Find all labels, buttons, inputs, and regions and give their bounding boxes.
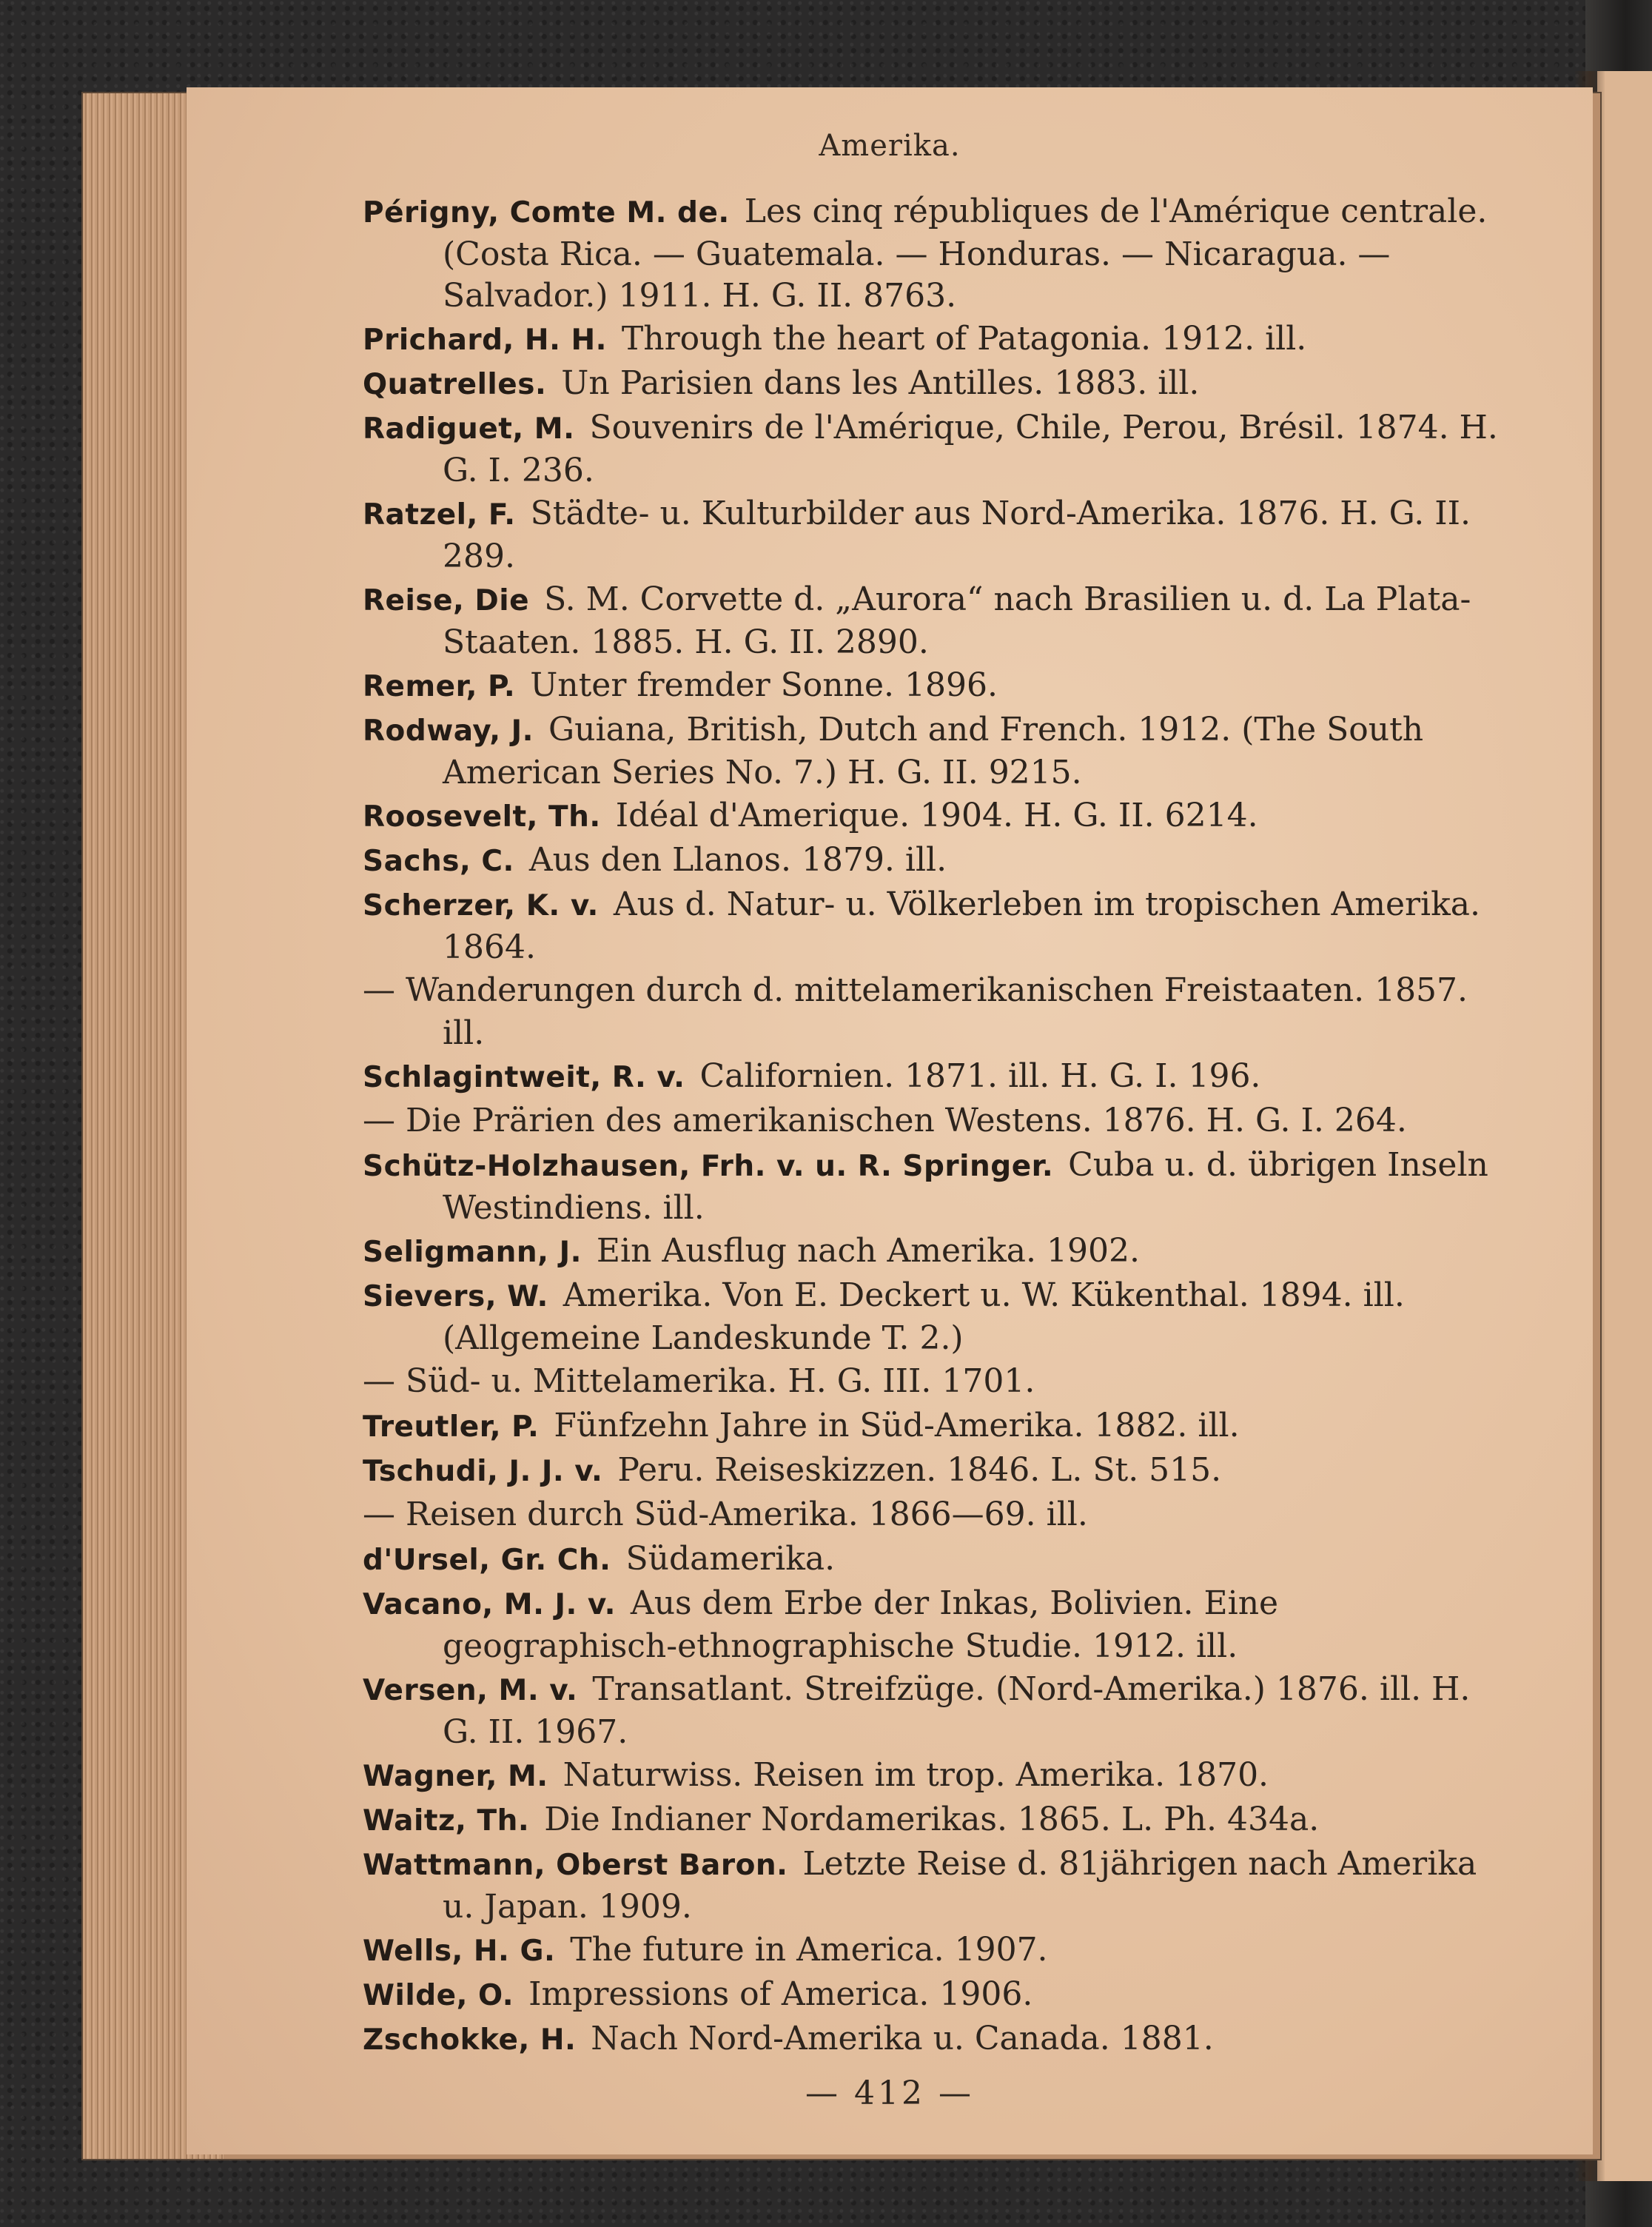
entry-author: Wells, H. G. bbox=[363, 1935, 556, 1968]
list-item bbox=[363, 191, 1502, 317]
entry-text: Letzte Reise d. 81jährigen nach Amerika u. Japan. 1909. bbox=[443, 1845, 1477, 1926]
entry-text: — Die Prärien des amerikanischen Westens. 1876. H. G. I. 264. bbox=[363, 1102, 1407, 1139]
entry-text: Un Parisien dans les Antilles. 1883. ill. bbox=[561, 364, 1200, 402]
entry-author: Prichard, H. H. bbox=[363, 324, 607, 357]
list-item bbox=[363, 493, 1502, 577]
entry-author: Reise, Die bbox=[363, 584, 530, 617]
entry-text: — Süd- u. Mittelamerika. H. G. III. 1701. bbox=[363, 1362, 1035, 1400]
list-item bbox=[363, 579, 1502, 663]
entry-text: — Wanderungen durch d. mittelamerikanischen Freistaaten. 1857. ill. bbox=[363, 971, 1468, 1052]
next-page-edge bbox=[1597, 71, 1652, 2181]
entry-text: Transatlant. Streifzüge. (Nord-Amerika.) 1876. ill. H. G. II. 1967. bbox=[443, 1670, 1471, 1751]
list-item bbox=[363, 363, 1502, 406]
entry-author: Tschudi, J. J. v. bbox=[363, 1455, 603, 1488]
entry-author: Treutler, P. bbox=[363, 1410, 540, 1444]
list-item bbox=[363, 1145, 1502, 1229]
entry-text: Fünfzehn Jahre in Süd-Amerika. 1882. ill. bbox=[554, 1407, 1240, 1444]
list-item bbox=[363, 1669, 1502, 1753]
entry-text: Idéal d'Amerique. 1904. H. G. II. 6214. bbox=[615, 797, 1258, 834]
entry-text: Aus den Llanos. 1879. ill. bbox=[528, 841, 947, 879]
entry-text: The future in America. 1907. bbox=[570, 1931, 1048, 1969]
list-item bbox=[363, 665, 1502, 708]
list-item bbox=[363, 1494, 1502, 1537]
list-item bbox=[363, 1974, 1502, 2017]
list-item bbox=[363, 1755, 1502, 1798]
list-item bbox=[363, 1583, 1502, 1667]
entry-text: — Reisen durch Süd-Amerika. 1866—69. ill. bbox=[363, 1496, 1088, 1533]
entry-author: Sachs, C. bbox=[363, 845, 514, 878]
entry-text: Peru. Reiseskizzen. 1846. L. St. 515. bbox=[617, 1451, 1222, 1489]
list-item bbox=[363, 1361, 1502, 1404]
entry-text: Cuba u. d. übrigen Inseln Westindiens. ill. bbox=[443, 1146, 1488, 1227]
list-item bbox=[363, 884, 1502, 968]
list-item bbox=[363, 1450, 1502, 1493]
entry-text: Through the heart of Patagonia. 1912. ill. bbox=[621, 320, 1307, 358]
entry-text: Städte- u. Kulturbilder aus Nord-Amerika. 1876. H. G. II. 289. bbox=[443, 495, 1471, 575]
list-item bbox=[363, 1799, 1502, 1842]
entry-author: Schlagintweit, R. v. bbox=[363, 1061, 685, 1094]
entry-text: Südamerika. bbox=[625, 1540, 836, 1578]
entry-author: Wilde, O. bbox=[363, 1979, 514, 2012]
entry-author: d'Ursel, Gr. Ch. bbox=[363, 1544, 611, 1577]
list-item bbox=[363, 1100, 1502, 1143]
entry-text: Unter fremder Sonne. 1896. bbox=[530, 666, 998, 704]
entry-author: Scherzer, K. v. bbox=[363, 889, 599, 922]
entry-text: S. M. Corvette d. „Aurora“ nach Brasilien u. d. La Plata-Staaten. 1885. H. G. II. 2890. bbox=[443, 580, 1471, 661]
bibliography-list bbox=[363, 191, 1502, 2061]
entry-author: Zschokke, H. bbox=[363, 2023, 577, 2057]
list-item bbox=[363, 2018, 1502, 2061]
list-item bbox=[363, 840, 1502, 883]
entry-author: Remer, P. bbox=[363, 670, 516, 703]
entry-author: Wagner, M. bbox=[363, 1760, 548, 1793]
entry-author: Waitz, Th. bbox=[363, 1804, 530, 1838]
entry-author: Seligmann, J. bbox=[363, 1236, 582, 1269]
entry-text: Die Indianer Nordamerikas. 1865. L. Ph. 434a. bbox=[544, 1801, 1320, 1838]
list-item bbox=[363, 407, 1502, 492]
list-item bbox=[363, 970, 1502, 1054]
book-page bbox=[187, 87, 1593, 2154]
list-item bbox=[363, 1230, 1502, 1273]
entry-author: Ratzel, F. bbox=[363, 498, 516, 532]
list-item bbox=[363, 1929, 1502, 1972]
list-item bbox=[363, 795, 1502, 838]
entry-text: Amerika. Von E. Deckert u. W. Kükenthal. 1894. ill. (Allgemeine Landeskunde T. 2.) bbox=[443, 1276, 1405, 1357]
list-item bbox=[363, 1275, 1502, 1359]
entry-author: Rodway, J. bbox=[363, 714, 534, 748]
entry-author: Vacano, M. J. v. bbox=[363, 1588, 616, 1621]
entry-text: Aus dem Erbe der Inkas, Bolivien. Eine geographisch-ethnographische Studie. 1912. ill. bbox=[443, 1584, 1279, 1665]
entry-author: Radiguet, M. bbox=[363, 412, 575, 446]
entry-text: Les cinq républiques de l'Amérique centrale. (Costa Rica. — Guatemala. — Honduras. — Nicaragua. — Salvador.) 1911. H. G. II. 8763. bbox=[443, 192, 1488, 315]
entry-text: Guiana, British, Dutch and French. 1912. (The South American Series No. 7.) H. G. II. 9215. bbox=[443, 711, 1424, 791]
entry-text: Nach Nord-Amerika u. Canada. 1881. bbox=[591, 2020, 1214, 2057]
list-item bbox=[363, 1538, 1502, 1581]
entry-text: Californien. 1871. ill. H. G. I. 196. bbox=[699, 1057, 1261, 1095]
entry-author: Roosevelt, Th. bbox=[363, 800, 601, 834]
entry-author: Versen, M. v. bbox=[363, 1674, 578, 1707]
entry-text: Aus d. Natur- u. Völkerleben im tropischen Amerika. 1864. bbox=[443, 885, 1480, 966]
entry-author: Wattmann, Oberst Baron. bbox=[363, 1849, 788, 1882]
entry-text: Naturwiss. Reisen im trop. Amerika. 1870. bbox=[563, 1756, 1269, 1794]
list-item bbox=[363, 1843, 1502, 1928]
entry-author: Sievers, W. bbox=[363, 1280, 548, 1313]
entry-author: Périgny, Comte M. de. bbox=[363, 196, 730, 230]
list-item bbox=[363, 709, 1502, 794]
entry-author: Quatrelles. bbox=[363, 368, 547, 401]
running-head: Amerika. bbox=[819, 129, 961, 163]
page-number: — 412 — bbox=[805, 2074, 974, 2112]
list-item bbox=[363, 318, 1502, 361]
entry-text: Souvenirs de l'Amérique, Chile, Perou, Brésil. 1874. H. G. I. 236. bbox=[443, 409, 1498, 489]
entry-text: Ein Ausflug nach Amerika. 1902. bbox=[596, 1232, 1140, 1270]
list-item bbox=[363, 1056, 1502, 1099]
entry-text: Impressions of America. 1906. bbox=[528, 1975, 1033, 2013]
list-item bbox=[363, 1405, 1502, 1448]
entry-author: Schütz-Holzhausen, Frh. v. u. R. Springer. bbox=[363, 1150, 1054, 1183]
